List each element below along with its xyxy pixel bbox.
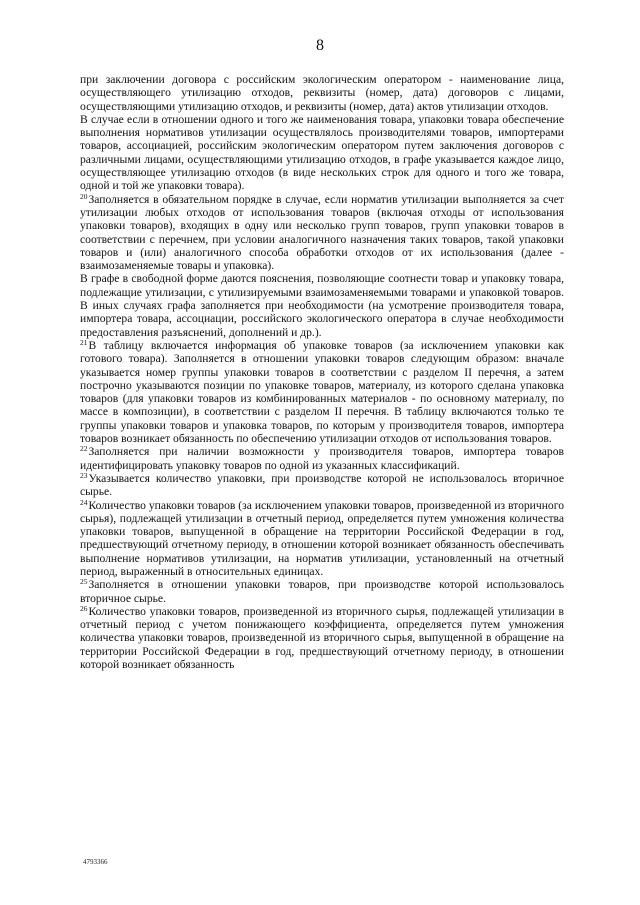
paragraph-text: Количество упаковки товаров (за исключением упаковки товаров, произведенной из вторичного сырья), подлежащей утилизации в отчетный период, определяется путем умножения количества упаковки товаров, выпущенной в обращение на территории Российской Федерации в год, предшествующий отчетному периоду, в отношении которой возникает обязанность обеспечивать выполнение нормативов утилизации, на норматив утилизации, установленный на отчетный период, выраженный в относительных единицах. [80, 498, 564, 578]
footnote-marker: 21 [80, 337, 88, 347]
document-id: 4793366 [83, 858, 108, 866]
footnote-22 [80, 445, 564, 472]
paragraph-text: Заполняется в отношении упаковки товаров, при производстве которой использовалось вторичное сырье. [80, 578, 564, 605]
footnote-26 [80, 605, 564, 671]
paragraph-text: В графе в свободной форме даются пояснения, позволяющие соотнести товар и упаковку товара, подлежащие утилизации, с утилизируемыми взаимозаменяемыми товарами и упаковкой товаров. В иных случаях графа заполняется при необходимости (на усмотрение производителя товара, импортера товара, ассоциации, российского экологического оператора в случае необходимости предоставления разъяснений, дополнений и др.). [80, 272, 564, 339]
paragraph-2 [80, 113, 564, 193]
footnote-21 [80, 339, 564, 445]
footnote-23 [80, 472, 564, 499]
footnote-24 [80, 499, 564, 579]
paragraph-text: В случае если в отношении одного и того же наименования товара, упаковки товара обеспечение выполнения нормативов утилизации осуществлялось производителями товаров, импортерами товаров, ассоциацией, российским экологическим оператором путем заключения договоров с различными лицами, осуществляющими утилизацию отходов, в графе указывается каждое лицо, осуществляющее утилизацию отходов (в виде нескольких строк для одного и того же товара, одной и той же упаковки товара). [80, 112, 564, 193]
footnote-20 [80, 193, 564, 273]
footnote-25 [80, 578, 564, 605]
paragraph-text: Указывается количество упаковки, при производстве которой не использовалось вторичное сырье. [80, 471, 564, 499]
paragraph-text: Заполняется в обязательном порядке в случае, если норматив утилизации выполняется за счет утилизации любых отходов от использования товаров (включая отходы от использования упаковки товаров), входящих в одну или несколько групп товаров, групп упаковки товаров в соответствии с перечнем, при условии аналогичного назначения таких товаров, такой упаковки товаров и (или) аналогичного способа обработки отходов от их использования (далее - взаимозаменяемые товары и упаковка). [80, 192, 564, 273]
footnote-marker: 24 [80, 497, 88, 507]
footnote-marker: 22 [80, 444, 88, 454]
footnote-marker: 23 [80, 470, 88, 480]
paragraph-text: Заполняется при наличии возможности у производителя товаров, импортера товаров идентифицировать упаковку товаров по одной из указанных классификаций. [80, 445, 564, 472]
paragraph-4 [80, 272, 564, 338]
paragraph-text: В таблицу включается информация об упаковке товаров (за исключением упаковки как готового товара). Заполняется в отношении упаковки товаров следующим образом: вначале указывается номер группы упаковки товаров в соответствии с разделом II перечня, а затем построчно указываются позиции по упаковке товаров, материалу, из которого сделана упаковка товаров (для упаковки товаров из комбинированных материалов - по основному материалу, по массе в композиции), в соответствии с разделом II перечня. В таблицу включаются только те группы упаковки товаров и упаковка товаров, по которым у производителя товаров, импортера товаров возникает обязанность по обеспечению утилизации отходов от использования товаров. [80, 338, 564, 446]
page-number: 8 [316, 37, 324, 54]
paragraph-text: при заключении договора с российским экологическим оператором - наименование лица, осуществляющего утилизацию отходов, реквизиты (номер, дата) договоров с лицами, осуществляющими утилизацию отходов, и реквизиты (номер, дата) актов утилизации отходов. [80, 73, 564, 113]
footnote-marker: 25 [80, 577, 88, 587]
footnote-marker: 26 [80, 603, 88, 613]
paragraph-text: Количество упаковки товаров, произведенной из вторичного сырья, подлежащей утилизации в отчетный период с учетом понижающего коэффициента, определяется путем умножения количества упаковки товаров, произведенной из вторичного сырья, выпущенной в обращение на территории Российской Федерации в год, предшествующий отчетному периоду, в отношении которой возникает обязанность [80, 604, 564, 672]
footnote-marker: 20 [80, 191, 88, 201]
paragraph-1 [80, 73, 564, 113]
document-body [80, 73, 564, 671]
